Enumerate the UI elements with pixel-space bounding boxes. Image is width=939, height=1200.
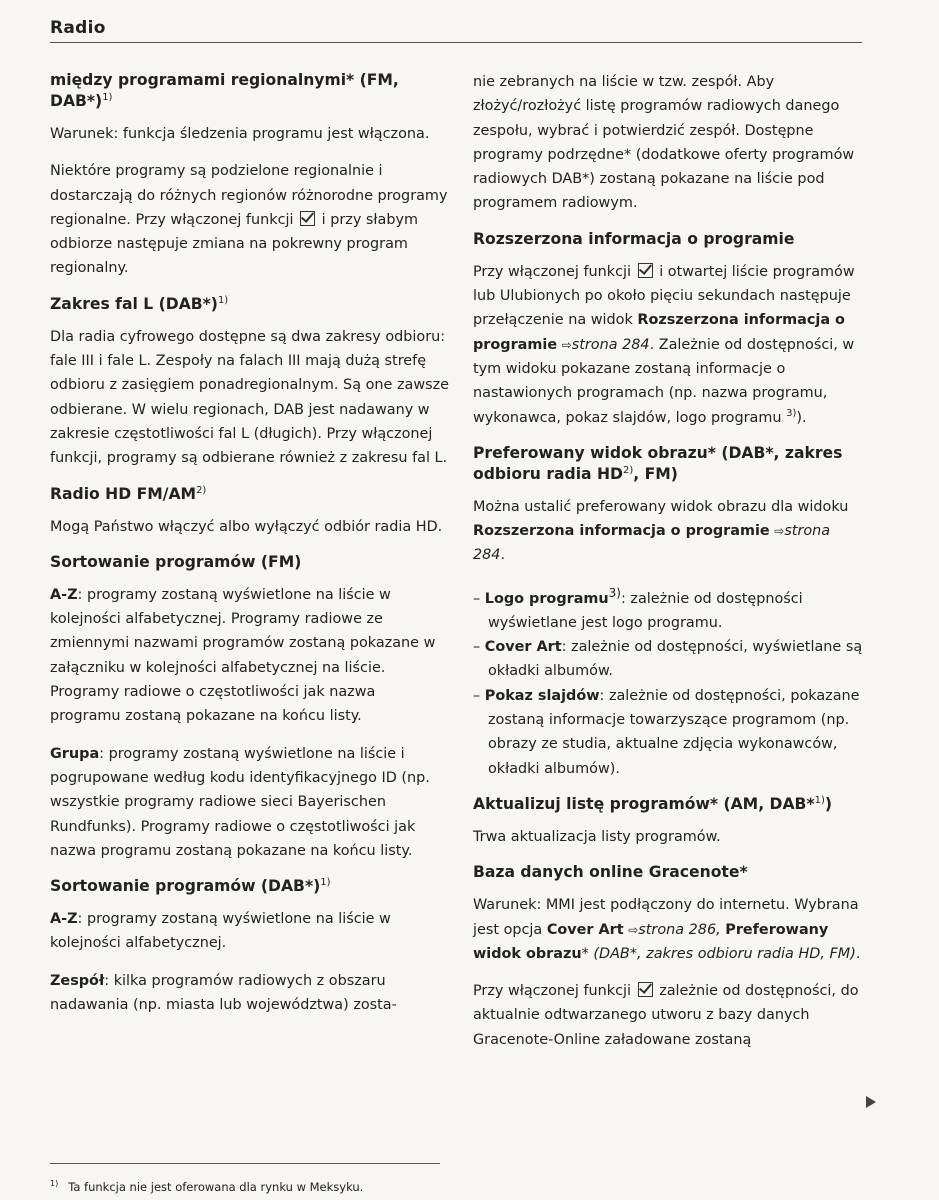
paragraph: Grupa: programy zostaną wyświetlone na liście i pogrupowane według kodu identyfikacyjnego ID (np. wszystkie programy radiowe sieci Bayerischen Rundfunks). Programy radiowe o częstotliwości jak nazwa programu zostaną pokazane na końcu listy. — [50, 745, 430, 859]
list-item: – Cover Art: zależnie od dostępności, wyświetlane są okładki albumów. — [473, 639, 863, 680]
view-options-list — [473, 581, 865, 781]
paragraph: Warunek: funkcja śledzenia programu jest włączona. — [50, 126, 430, 142]
paragraph: nie zebranych na liście w tzw. zespół. Aby złożyć/rozłożyć listę programów radiowych danego zespołu, wybrać i potwierdzić zespół. Dostępne programy podrzędne* (dodatkowe oferty programów radiowych DAB*) zostaną pokazane na liście pod programem radiowym. — [473, 74, 855, 212]
paragraph: A-Z: programy zostaną wyświetlone na liście w kolejności alfabetycznej. Programy radiowe ze zmiennymi nazwami programów zostaną pokazane w załączniku w kolejności alfabetycznej na liście. Programy radiowe o częstotliwości jak nazwa programu zostaną pokazane na końcu listy. — [50, 586, 436, 725]
section-title-extended-info: Rozszerzona informacja o programie — [473, 229, 795, 248]
paragraph: Mogą Państwo włączyć albo wyłączyć odbiór radia HD. — [50, 518, 443, 535]
section-title-gracenote: Baza danych online Gracenote* — [473, 863, 748, 882]
section-title-preferred-view: Preferowany widok obrazu* (DAB*, zakres odbioru radia HD$^{2)}$, FM) — [473, 443, 843, 483]
section-title-update-list: Aktualizuj listę programów* (AM, DAB*$^{1)}$) — [473, 794, 833, 813]
section-title-sort-fm: Sortowanie programów (FM) — [50, 552, 302, 571]
reference-arrow-icon: ⇨ — [561, 337, 572, 352]
checked-box-icon — [638, 263, 653, 278]
page-header — [50, 18, 862, 43]
list-item: – Logo programu$^{3)}$: zależnie od dostępności wyświetlane jest logo programu. — [473, 585, 803, 631]
left-column — [50, 70, 450, 1030]
paragraph: Zespół: kilka programów radiowych z obszaru nadawania (np. miasta lub województwa) zosta- — [50, 972, 397, 1014]
right-column — [473, 70, 865, 1065]
paragraph: Warunek: MMI jest podłączony do internetu. Wybrana jest opcja Cover Art ⇨strona 286, Preferowany widok obrazu* (DAB*, zakres odbioru radia HD, FM). — [473, 897, 861, 962]
checked-box-icon — [300, 211, 315, 226]
next-page-arrow-icon[interactable] — [866, 1096, 876, 1108]
page-reference[interactable]: strona 284 — [473, 523, 831, 564]
page-reference[interactable]: strona 286 — [638, 921, 717, 938]
paragraph: Dla radia cyfrowego dostępne są dwa zakresy odbioru: fale III i fale L. Zespoły na falach III mają dużą strefę odbioru z zasięgiem ponadregionalnym. Są one zawsze odbierane. W wielu regionach, DAB jest nadawany w zakresie częstotliwości fal L (długich). Przy włączonej funkcji, programy są odbierane również z zakresu fal L. — [50, 328, 449, 467]
footnote: $^{1)}$ Ta funkcja nie jest oferowana dla rynku w Meksyku. — [50, 1179, 364, 1194]
paragraph: A-Z: programy zostaną wyświetlone na liście w kolejności alfabetycznej. — [50, 911, 391, 952]
footnote-divider — [50, 1163, 440, 1164]
checked-box-icon — [638, 982, 653, 997]
paragraph: Przy włączonej funkcji zależnie od dostępności, do aktualnie odtwarzanego utworu z bazy danych Gracenote-Online załadowane zostaną — [473, 983, 859, 1048]
list-item: – Pokaz slajdów: zależnie od dostępności, pokazane zostaną informacje towarzyszące programom (np. obrazy ze studia, aktualne zdjęcia wykonawców, okładki albumów). — [473, 687, 860, 777]
reference-arrow-icon: ⇨ — [774, 524, 785, 539]
paragraph: Trwa aktualizacja listy programów. — [473, 828, 721, 845]
header-title: Radio — [50, 18, 106, 38]
paragraph: Przy włączonej funkcji i otwartej liście programów lub Ulubionych po około pięciu sekundach następuje przełączenie na widok Rozszerzona informacja o programie ⇨strona 284. Zależnie od dostępności, w tym widoku pokazane zostaną informacje o nastawionych programach (np. nazwa programu, wykonawca, pokaz slajdów, logo programu $^{3)}$). — [473, 263, 855, 426]
paragraph: Można ustalić preferowany widok obrazu dla widoku Rozszerzona informacja o programie ⇨strona 284. — [473, 498, 849, 564]
section-title-l-band: Zakres fal L $(DAB*)^{1)}$ — [50, 294, 229, 313]
reference-arrow-icon: ⇨ — [628, 922, 639, 937]
section-title-regional: między programami regionalnymi* (FM, DAB*)$^{1)}$ — [50, 71, 399, 110]
section-title-sort-dab: Sortowanie programów $(DAB*)^{1)}$ — [50, 876, 331, 896]
paragraph: Niektóre programy są podzielone regionalnie i dostarczają do różnych regionów różnorodne programy regionalne. Przy włączonej funkcji i przy słabym odbiorze następuje zmiana na pokrewny program regionalny. — [50, 163, 448, 277]
page-reference[interactable]: strona 284 — [571, 336, 650, 353]
section-title-hd-radio: Radio HD FM/AM$^{2)}$ — [50, 484, 207, 503]
